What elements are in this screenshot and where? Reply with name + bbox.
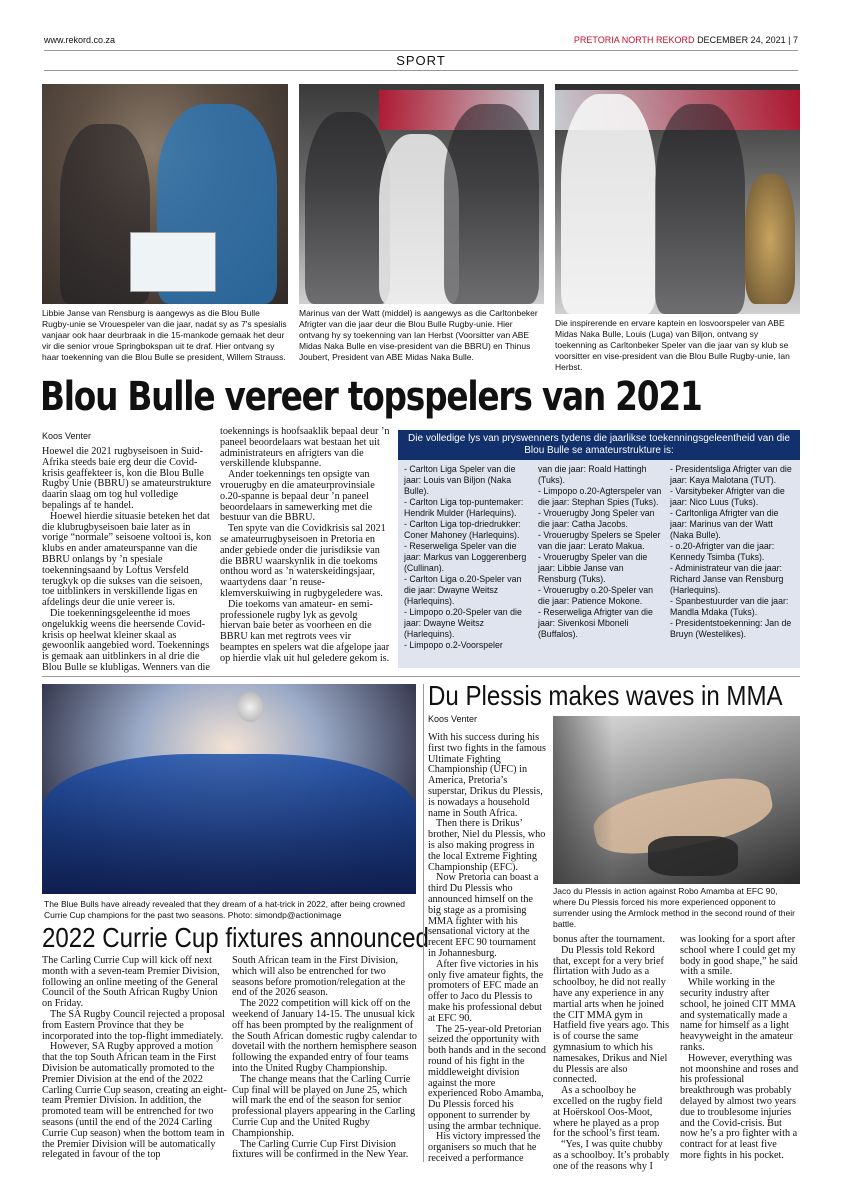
column-divider [423,684,424,1162]
paragraph: As a schoolboy he excelled on the rugby field at Hoërskool Oos-Moot, where he played as a prop for the school’s first team. [553,1085,663,1140]
currie-cup-column-1 [42,956,228,1161]
section-title: SPORT [396,53,446,68]
caption-photo-1: Libbie Janse van Rensburg is aangewys as die Blou Bulle Rugby-unie se Vrouespeler van die jaar, nadat sy as 7's spesialis vanjaar ook haar deurbraak in die 15-mankode gemaak het deur vir die senior vroue Springbokspan uit te draf. Hier ontvang sy haar toekenning van die Blou Bulle se president, Willem Strauss. [42,308,287,362]
paragraph: “Yes, I was quite chubby as a schoolboy. It’s probably one of the reasons why I [553,1139,670,1172]
byline-article1: Koos Venter [42,431,92,441]
paragraph: With his success during his first two fights in the famous Ultimate Fighting Championship (UFC) in America, Pretoria’s superstar, Drikus du Plessis, is nowadays a household name in South Africa. [428,732,546,819]
photo-marinus-van-der-watt [299,84,544,304]
mma-column-3 [680,935,800,1162]
paper-name: PRETORIA NORTH REKORD [573,35,695,45]
photo-blue-bulls-celebration [42,684,416,894]
paragraph: Ten spyte van die Covidkrisis sal 2021 se amateurrugbyseisoen in Pretoria en ander gebiede onder die jurisdiksie van die BBRU waarskynlik in die toekoms onthou word as ’n waterskeidingsjaar, waartydens daar ’n reuse-klemverskuiwing in rugbygeledere was. [220,523,386,599]
caption-photo-2: Marinus van der Watt (middel) is aangewys as die Carltonbeker Afrigter van die jaar deur die Blou Bulle Rugby-unie. Hier ontvang hy sy toekenning van Ian Herbst (Voorsitter van ABE Midas Naka Bulle en vise-president van die BBRU) en Thinus Joubert, President van ABE Midas Naka Bulle. [299,308,538,362]
paragraph: Hoewel die 2021 rugbyseisoen in Suid-Afrika steeds baie erg deur die Covid-krisis geaffekteer is, kon die Blou Bulle Rugby Unie (BBRU) se amateurstrukture daarin slaag om tog hul volledige bepalings af te handel. [42,446,212,511]
paragraph: South African team in the First Division, which will also be entrenched for two seasons before promotion/relegation at the end of the 2026 season. [232,955,406,999]
awards-box-title: Die volledige lys van pryswenners tydens die jaarlikse toekenningsgeleentheid van die Blou Bulle se amateurstrukture is: [398,430,800,460]
awards-column-3: - Presidentsliga Afrigter van die jaar: Kaya Malotana (TUT). - Varsitybeker Afrigter van die jaar: Nico Luus (Tuks). - Carltonliga Afrigter van die jaar: Marinus van der Watt (Naka Bulle). - o.20-Afrigter van die jaar: Kennedy Tsimba (Tuks). - Administrateur van die jaar: Richard Janse van Rensburg (Harlequins). - Spanbestuurder van die jaar: Mandla Mdaka (Tuks). - Presidentstoekenning: Jan de Bruyn (Westelikes). [670,464,792,639]
photo-libbie-janse-van-rensburg [42,84,288,304]
caption-blue-bulls: The Blue Bulls have already revealed that they dream of a hat-trick in 2022, after being crowned Currie Cup champions for the past two seasons. Photo: simondp@actionimage [44,899,405,920]
byline-mma: Koos Venter [428,714,478,724]
awards-column-1: - Carlton Liga Speler van die jaar: Louis van Biljon (Naka Bulle). - Carlton Liga top-puntemaker: Hendrik Mulder (Harlequins). - Carlton Liga top-driedrukker: Coner Mahoney (Harlequins). - Reserweliga Speler van die jaar: Markus van Loggerenberg (Cullinan). - Carlton Liga o.20-Speler van die jaar: Dwayne Weitsz (Harlequins). - Limpopo o.20-Speler van die jaar: Dwayne Weitsz (Harlequins). - Limpopo o.2-Voorspeler [404,464,527,650]
paragraph: Die toekenningsgeleenthe id moes ongelukkig weens die heersende Covid-krisis op heelwat kleiner skaal as gewoonlik aangebied word. Toekennings is gemaak aan uitblinkers in al drie die Blou Bulle se klubligas. Wenners van die [42,607,210,673]
page-header-info [574,35,798,45]
paragraph: Ander toekennings ten opsigte van vrouerugby en die amateurprovinsiale o.20-spanne is bepaal deur ’n paneel beoordelaars in samewerking met die bestuur van die BBRU. [220,469,375,524]
mma-column-1 [428,733,546,1165]
currie-cup-column-2 [232,956,418,1161]
paragraph: bonus after the tournament. [553,934,666,945]
paragraph: The change means that the Carling Currie Cup final will be played on June 25, which will mark the end of the season for senior professional players appearing in the Carling Currie Cup and the United Rugby Championship. [232,1073,416,1139]
paragraph: The Carling Currie Cup will kick off next month with a seven-team Premier Division, following an online meeting of the General Council of the South African Rugby Union on Friday. [42,955,220,1010]
caption-mma-photo: Jaco du Plessis in action against Robo Amamba at EFC 90, where Du Plessis forced his more experienced opponent to surrender using the Armlock method in the second round of their battle. [553,886,795,929]
paragraph: The Carling Currie Cup First Division fixtures will be confirmed in the New Year. [232,1138,409,1161]
awards-box [398,430,800,460]
photo-louis-van-biljon [555,84,800,314]
headline-du-plessis: Du Plessis makes waves in MMA [428,680,783,711]
caption-photo-3: Die inspirerende en ervare kaptein en losvoorspeler van ABE Midas Naka Bulle, Louis (Luga) van Biljon, ontvang sy toekenning as Carltonbeker Speler van die jaar van sy klub se voorsitter en vise-president van die Blou Bulle Rugby-unie, Ian Herbst. [555,318,790,372]
paragraph: However, everything was not moonshine and roses and his professional breakthrough was probably delayed by almost two years due to troublesome injuries and the Covid-crisis. But now he’s a pro fighter with a contract for at least five more fights in his pocket. [680,1052,799,1161]
article1-column-1 [42,447,212,674]
paragraph: The 2022 competition will kick off on the weekend of January 14-15. The unusual kick off has been prompted by the realignment of the South African domestic rugby calendar to dovetail with the northern hemisphere season following the expanded entry of four teams into the United Rugby Championship. [232,998,418,1074]
paragraph: His victory impressed the organisers so much that he received a performance [428,1131,541,1165]
paragraph: Then there is Drikus’ brother, Niel du Plessis, who is also making progress in the local Extreme Fighting Championship (EFC). [428,818,546,873]
paragraph: Die toekoms van amateur- en semi-professionele rugby lyk as gevolg hiervan baie beter as voorheen en die BBRU kan met regtrots vees vir beamptes en spelers wat die afgelope jaar op hierdie vlak uit hul geledere gekom is. [220,598,390,664]
issue-date: DECEMBER 24, 2021 [697,35,786,45]
headline-currie-cup: 2022 Currie Cup fixtures announced [42,922,429,953]
paragraph: Du Plessis told Rekord that, except for a very brief flirtation with Judo as a schoolboy, he did not really have any experience in any martial arts when he joined the CIT MMA gym in Hatfield five years ago. This is of course the same gymnasium to which his namesakes, Drikus and Niel du Plessis are also connected. [553,944,670,1086]
section-rule [44,70,798,71]
page-separator: | [788,35,791,45]
paragraph: Hoewel hierdie situasie beteken het dat die klubrugbyseisoen baie later as in vorige “normale” seisoene voltooi is, kon klubs en ander amateurspanne van die BBRU onlangs by ’n spesiale toekenningsaand by Loftus Versfeld terugkyk op die sukses van die seisoen, toe uitblinkers in verskillende ligas en afdelings deur die unie vereer is. [42,510,212,609]
mma-column-2 [553,935,671,1173]
paragraph: After five victories in his only five amateur fights, the promoters of EFC made an offer to Jaco du Plessis to make his professional debut at EFC 90. [428,958,544,1024]
headline-blou-bulle: Blou Bulle vereer topspelers van 2021 [40,374,702,420]
paragraph: The 25-year-old Pretorian seized the opportunity with both hands and in the second round of his fight in the middleweight division against the more experienced Robo Amamba, Du Plessis forced his opponent to surrender by using the armbar technique. [428,1023,546,1132]
paragraph: The SA Rugby Council rejected a proposal from Eastern Province that they be incorporated into the top-flight immediately. [42,1008,225,1042]
paragraph: While working in the security industry after school, he joined CIT MMA and systematically made a name for himself as a light heavyweight in the amateur ranks. [680,977,796,1053]
paragraph: Now Pretoria can boast a third Du Plessis who announced himself on the big stage as a promising MMA fighter with his sensational victory at the recent EFC 90 tournament in Johannesburg. [428,872,539,959]
header-rule [44,50,798,51]
article1-column-2 [220,427,390,665]
section-divider [42,676,800,677]
paragraph: was looking for a sport after school where I could get my body in good shape,” he said with a smile. [680,934,798,978]
paragraph: toekennings is hoofsaaklik bepaal deur ’n paneel beoordelaars wat bestaan het uit administrateurs en afrigters van die verskillende klubspanne. [220,426,390,470]
awards-list [398,460,800,668]
photo-mma-fight [553,716,800,884]
website-url[interactable]: www.rekord.co.za [44,35,116,45]
page-number: 7 [792,35,798,45]
paragraph: However, SA Rugby approved a motion that the top South African team in the First Division be automatically promoted to the Premier Division at the end of the 2022 Carling Currie Cup season, creating an eight-team Premier Division. In addition, the promoted team will be entrenched for two seasons (until the end of the 2024 Carling Currie Cup season) when the bottom team in the Premier Division will be automatically relegated in favour of the top [42,1041,227,1161]
awards-column-2: van die jaar: Roald Hattingh (Tuks). - Limpopo o.20-Agterspeler van die jaar: Stephan Spies (Tuks). - Vrouerugby Jong Speler van die jaar: Catha Jacobs. - Vrouerugby Spelers se Speler van die jaar: Lerato Makua. - Vrouerugby Speler van die jaar: Libbie Janse van Rensburg (Tuks). - Vrouerugby o.20-Speler van die jaar: Patience Mokone. - Reserweliga Afrigter van die jaar: Sivenkosi Mboneli (Buffalos). [538,464,662,639]
